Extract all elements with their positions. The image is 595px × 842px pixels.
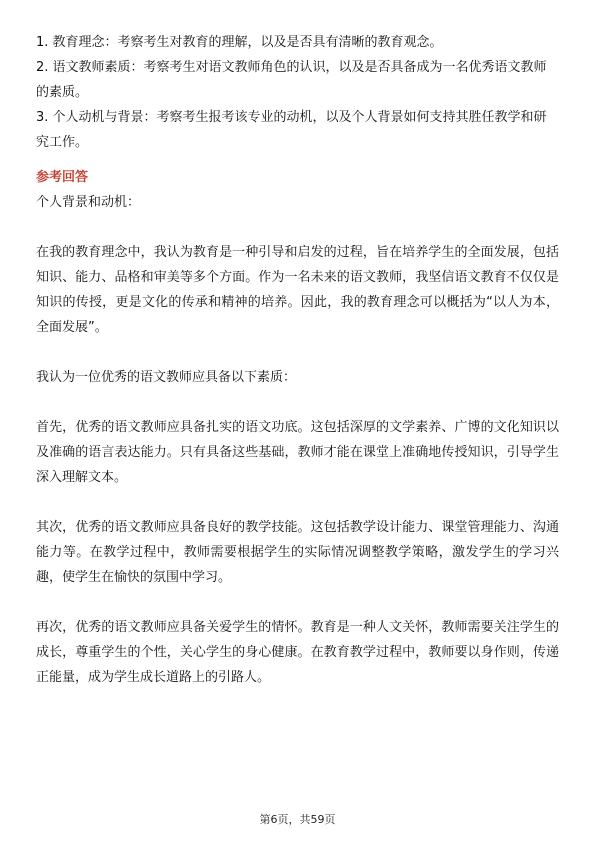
paragraph-second: 其次，优秀的语文教师应具备良好的教学技能。这包括教学设计能力、课堂管理能力、沟通能力等。在教学过程中，教师需要根据学生的实际情况调整教学策略，激发学生的学习兴趣，使学生在愉快的氛围中学习。 — [36, 520, 559, 585]
criteria-item-1: 1. 教育理念：考察考生对教育的理解，以及是否具有清晰的教育观念。 — [36, 35, 443, 50]
criteria-item-3: 3. 个人动机与背景：考察考生报考该专业的动机，以及个人背景如何支持其胜任教学和研究工作。 — [36, 110, 547, 150]
intro-label: 个人背景和动机： — [36, 195, 141, 210]
page-number: 第6页，共59页 — [259, 813, 336, 826]
paragraph-third: 再次，优秀的语文教师应具备关爱学生的情怀。教育是一种人文关怀，教师需要关注学生的成长，尊重学生的个性，关心学生的身心健康。在教育教学过程中，教师要以身作则，传递正能量，成为学生成长道路上的引路人。 — [36, 620, 559, 685]
paragraph-qualities-lead: 我认为一位优秀的语文教师应具备以下素质： — [36, 370, 297, 385]
criteria-item-2: 2. 语文教师素质：考察考生对语文教师角色的认识，以及是否具备成为一名优秀语文教师的素质。 — [36, 60, 547, 100]
paragraph-philosophy: 在我的教育理念中，我认为教育是一种引导和启发的过程，旨在培养学生的全面发展，包括知识、能力、品格和审美等多个方面。作为一名未来的语文教师，我坚信语文教育不仅仅是知识的传授，更是文化的传承和精神的培养。因此，我的教育理念可以概括为“以人为本，全面发展”。 — [36, 245, 559, 335]
paragraph-first: 首先，优秀的语文教师应具备扎实的语文功底。这包括深厚的文学素养、广博的文化知识以及准确的语言表达能力。只有具备这些基础，教师才能在课堂上准确地传授知识，引导学生深入理解文本。 — [36, 420, 559, 485]
answer-heading: 参考回答 — [36, 170, 89, 185]
document-body — [36, 30, 559, 715]
